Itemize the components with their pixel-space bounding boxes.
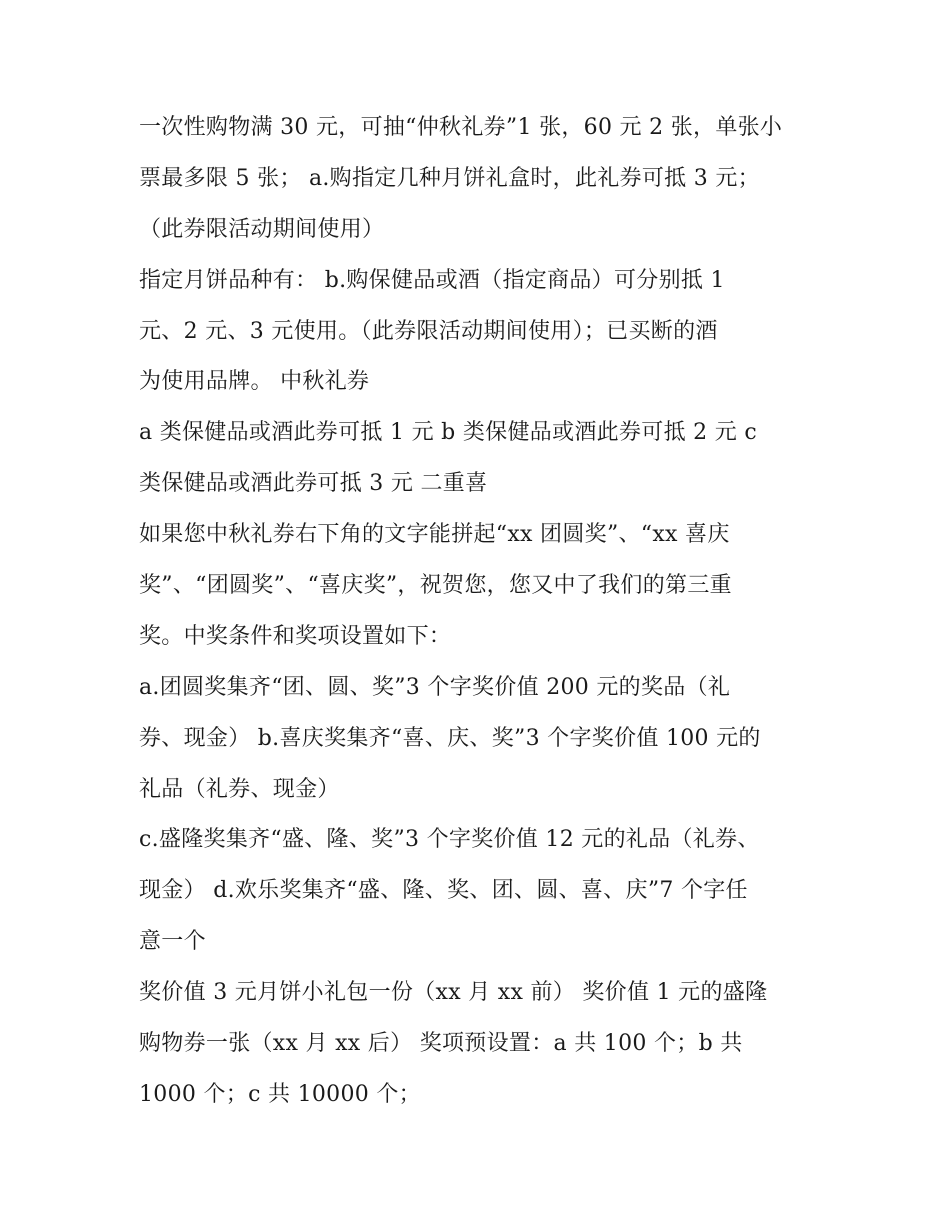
- text-line: （此券限活动期间使用）: [139, 216, 385, 242]
- text-line: 意一个: [139, 929, 206, 955]
- text-line: 票最多限 5 张； a.购指定几种月饼礼盒时，此礼券可抵 3 元；: [139, 165, 760, 191]
- text-line: a.团圆奖集齐“团、圆、奖”3 个字奖价值 200 元的奖品（礼: [139, 674, 731, 700]
- document-body: [139, 103, 811, 1121]
- text-line: 券、现金） b.喜庆奖集齐“喜、庆、奖”3 个字奖价值 100 元的: [139, 725, 761, 751]
- text-line: 奖。中奖条件和奖项设置如下：: [139, 623, 452, 649]
- text-line: 礼品（礼券、现金）: [139, 776, 340, 802]
- text-line: 1000 个；c 共 10000 个；: [139, 1081, 421, 1107]
- text-line: 为使用品牌。 中秋礼券: [139, 369, 370, 395]
- text-line: 类保健品或酒此券可抵 3 元 二重喜: [139, 471, 488, 497]
- text-line: 如果您中秋礼券右下角的文字能拼起“xx 团圆奖”、“xx 喜庆: [139, 522, 730, 548]
- text-line: 现金） d.欢乐奖集齐“盛、隆、奖、团、圆、喜、庆”7 个字任: [139, 878, 748, 904]
- text-line: 奖”、“团圆奖”、“喜庆奖”，祝贺您，您又中了我们的第三重: [139, 573, 732, 599]
- text-line: a 类保健品或酒此券可抵 1 元 b 类保健品或酒此券可抵 2 元 c: [139, 420, 757, 446]
- text-line: 元、2 元、3 元使用。（此券限活动期间使用）；已买断的酒: [139, 318, 718, 344]
- text-line: c.盛隆奖集齐“盛、隆、奖”3 个字奖价值 12 元的礼品（礼券、: [139, 827, 760, 853]
- text-line: 奖价值 3 元月饼小礼包一份（xx 月 xx 前） 奖价值 1 元的盛隆: [139, 980, 768, 1006]
- text-line: 一次性购物满 30 元，可抽“仲秋礼券”1 张，60 元 2 张，单张小: [139, 115, 783, 140]
- text-line: 指定月饼品种有： b.购保健品或酒（指定商品）可分别抵 1: [139, 267, 725, 293]
- text-line: 购物券一张（xx 月 xx 后） 奖项预设置：a 共 100 个；b 共: [139, 1031, 743, 1057]
